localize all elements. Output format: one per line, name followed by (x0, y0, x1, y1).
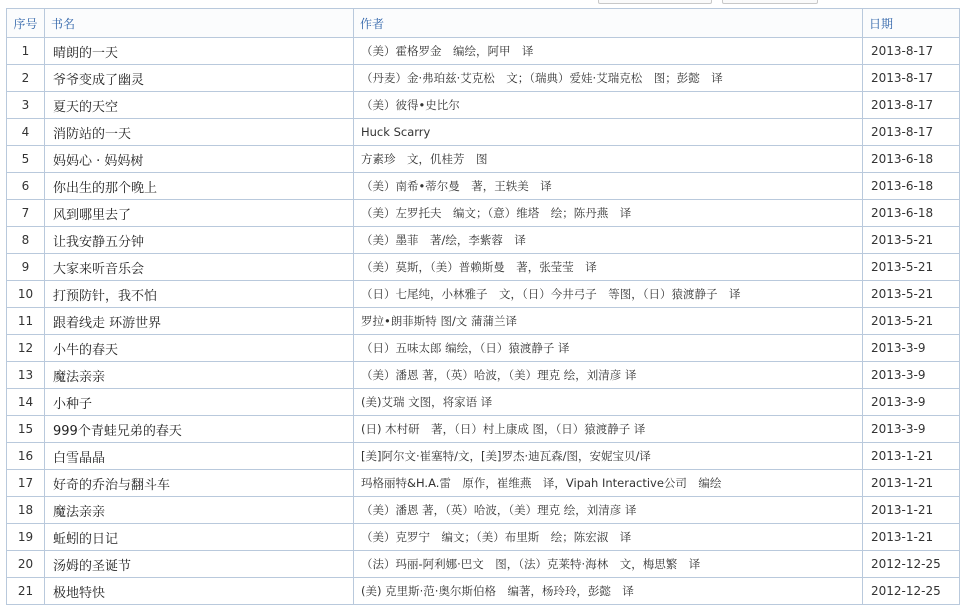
book-author: [美]阿尔文·崔塞特/文，[美]罗杰·迪瓦森/图，安妮宝贝/译 (354, 443, 863, 470)
book-author: 罗拉•朗菲斯特 图/文 蒲蒲兰译 (354, 308, 863, 335)
book-author: （美）潘恩 著，（英）哈波，（美）理克 绘，刘清彦 译 (354, 362, 863, 389)
book-date: 2013-1-21 (863, 524, 960, 551)
book-title: 夏天的天空 (45, 92, 354, 119)
row-number: 1 (7, 38, 45, 65)
book-author: （美）南希•蒂尔曼 著，王轶美 译 (354, 173, 863, 200)
table-row[interactable] (7, 173, 960, 200)
book-author: (日) 木村研 著，（日）村上康成 图，（日）猿渡静子 译 (354, 416, 863, 443)
book-title: 999个青蛙兄弟的春天 (45, 416, 354, 443)
book-author: (美) 克里斯·范·奥尔斯伯格 编著，杨玲玲，彭懿 译 (354, 578, 863, 605)
book-title: 爷爷变成了幽灵 (45, 65, 354, 92)
book-title: 消防站的一天 (45, 119, 354, 146)
header-title: 书名 (45, 9, 354, 38)
book-date: 2013-3-9 (863, 389, 960, 416)
book-author: （美）墨菲 著/绘，李紫蓉 译 (354, 227, 863, 254)
table-row[interactable] (7, 362, 960, 389)
table-row[interactable] (7, 92, 960, 119)
book-date: 2013-1-21 (863, 470, 960, 497)
table-row[interactable] (7, 578, 960, 605)
table-row[interactable] (7, 497, 960, 524)
book-author: （日）五味太郎 编绘，（日）猿渡静子 译 (354, 335, 863, 362)
book-date: 2013-6-18 (863, 146, 960, 173)
row-number: 13 (7, 362, 45, 389)
book-title: 魔法亲亲 (45, 362, 354, 389)
book-title: 好奇的乔治与翻斗车 (45, 470, 354, 497)
table-row[interactable] (7, 551, 960, 578)
book-date: 2012-12-25 (863, 578, 960, 605)
book-date: 2012-12-25 (863, 551, 960, 578)
book-date: 2013-8-17 (863, 92, 960, 119)
book-date: 2013-1-21 (863, 497, 960, 524)
book-date: 2013-1-21 (863, 443, 960, 470)
book-date: 2013-8-17 (863, 119, 960, 146)
row-number: 15 (7, 416, 45, 443)
book-date: 2013-5-21 (863, 308, 960, 335)
top-strip (0, 0, 972, 8)
book-author: （丹麦）金·弗珀兹·艾克松 文；（瑞典）爱娃·艾瑞克松 图；彭懿 译 (354, 65, 863, 92)
table-body (7, 38, 960, 605)
row-number: 5 (7, 146, 45, 173)
table-row[interactable] (7, 227, 960, 254)
book-author: （美）潘恩 著，（英）哈波，（美）理克 绘，刘清彦 译 (354, 497, 863, 524)
book-title: 小牛的春天 (45, 335, 354, 362)
book-author: （美）克罗宁 编文；（美）布里斯 绘；陈宏淑 译 (354, 524, 863, 551)
table-row[interactable] (7, 281, 960, 308)
book-date: 2013-3-9 (863, 362, 960, 389)
book-date: 2013-8-17 (863, 38, 960, 65)
book-title: 打预防针，我不怕 (45, 281, 354, 308)
table-row[interactable] (7, 524, 960, 551)
book-title: 魔法亲亲 (45, 497, 354, 524)
row-number: 18 (7, 497, 45, 524)
book-title: 风到哪里去了 (45, 200, 354, 227)
header-date: 日期 (863, 9, 960, 38)
book-date: 2013-8-17 (863, 65, 960, 92)
table-row[interactable] (7, 119, 960, 146)
book-title: 晴朗的一天 (45, 38, 354, 65)
table-row[interactable] (7, 200, 960, 227)
book-list-table (6, 8, 960, 605)
table-row[interactable] (7, 308, 960, 335)
book-author: （日）七尾纯，小林雅子 文，（日）今井弓子 等图，（日）猿渡静子 译 (354, 281, 863, 308)
row-number: 20 (7, 551, 45, 578)
row-number: 11 (7, 308, 45, 335)
book-author: （法）玛丽-阿利娜·巴文 图，（法）克莱特·海林 文，梅思繁 译 (354, 551, 863, 578)
header-number: 序号 (7, 9, 45, 38)
row-number: 12 (7, 335, 45, 362)
book-title: 大家来听音乐会 (45, 254, 354, 281)
book-author: Huck Scarry (354, 119, 863, 146)
book-date: 2013-6-18 (863, 173, 960, 200)
book-title: 汤姆的圣诞节 (45, 551, 354, 578)
header-author: 作者 (354, 9, 863, 38)
table-header-row (7, 9, 960, 38)
book-title: 妈妈心 · 妈妈树 (45, 146, 354, 173)
row-number: 19 (7, 524, 45, 551)
table-row[interactable] (7, 146, 960, 173)
row-number: 16 (7, 443, 45, 470)
book-date: 2013-6-18 (863, 200, 960, 227)
row-number: 6 (7, 173, 45, 200)
row-number: 9 (7, 254, 45, 281)
row-number: 14 (7, 389, 45, 416)
table-row[interactable] (7, 65, 960, 92)
row-number: 7 (7, 200, 45, 227)
book-date: 2013-3-9 (863, 416, 960, 443)
book-author: （美）彼得•史比尔 (354, 92, 863, 119)
top-control-right[interactable] (722, 0, 818, 4)
row-number: 2 (7, 65, 45, 92)
row-number: 17 (7, 470, 45, 497)
book-author: 玛格丽特&H.A.雷 原作，崔维燕 译，Vipah Interactive公司 编绘 (354, 470, 863, 497)
book-author: （美）莫斯，（美）普赖斯曼 著，张莹莹 译 (354, 254, 863, 281)
top-control-left[interactable] (598, 0, 712, 4)
table-row[interactable] (7, 254, 960, 281)
book-title: 小种子 (45, 389, 354, 416)
table-row[interactable] (7, 416, 960, 443)
book-date: 2013-5-21 (863, 254, 960, 281)
book-title: 白雪晶晶 (45, 443, 354, 470)
table-row[interactable] (7, 470, 960, 497)
book-date: 2013-5-21 (863, 281, 960, 308)
book-title: 极地特快 (45, 578, 354, 605)
book-title: 跟着线走 环游世界 (45, 308, 354, 335)
row-number: 21 (7, 578, 45, 605)
table-row[interactable] (7, 443, 960, 470)
row-number: 8 (7, 227, 45, 254)
book-title: 你出生的那个晚上 (45, 173, 354, 200)
row-number: 4 (7, 119, 45, 146)
book-author: （美）霍格罗金 编绘，阿甲 译 (354, 38, 863, 65)
book-title: 蚯蚓的日记 (45, 524, 354, 551)
table-row[interactable] (7, 335, 960, 362)
right-edge (962, 0, 972, 609)
book-date: 2013-5-21 (863, 227, 960, 254)
book-author: （美）左罗托夫 编文；（意）维塔 绘；陈丹燕 译 (354, 200, 863, 227)
table-row[interactable] (7, 389, 960, 416)
book-title: 让我安静五分钟 (45, 227, 354, 254)
row-number: 10 (7, 281, 45, 308)
book-author: 方素珍 文，仉桂芳 图 (354, 146, 863, 173)
table-row[interactable] (7, 38, 960, 65)
book-date: 2013-3-9 (863, 335, 960, 362)
row-number: 3 (7, 92, 45, 119)
book-author: (美)艾瑞 文图，将家语 译 (354, 389, 863, 416)
